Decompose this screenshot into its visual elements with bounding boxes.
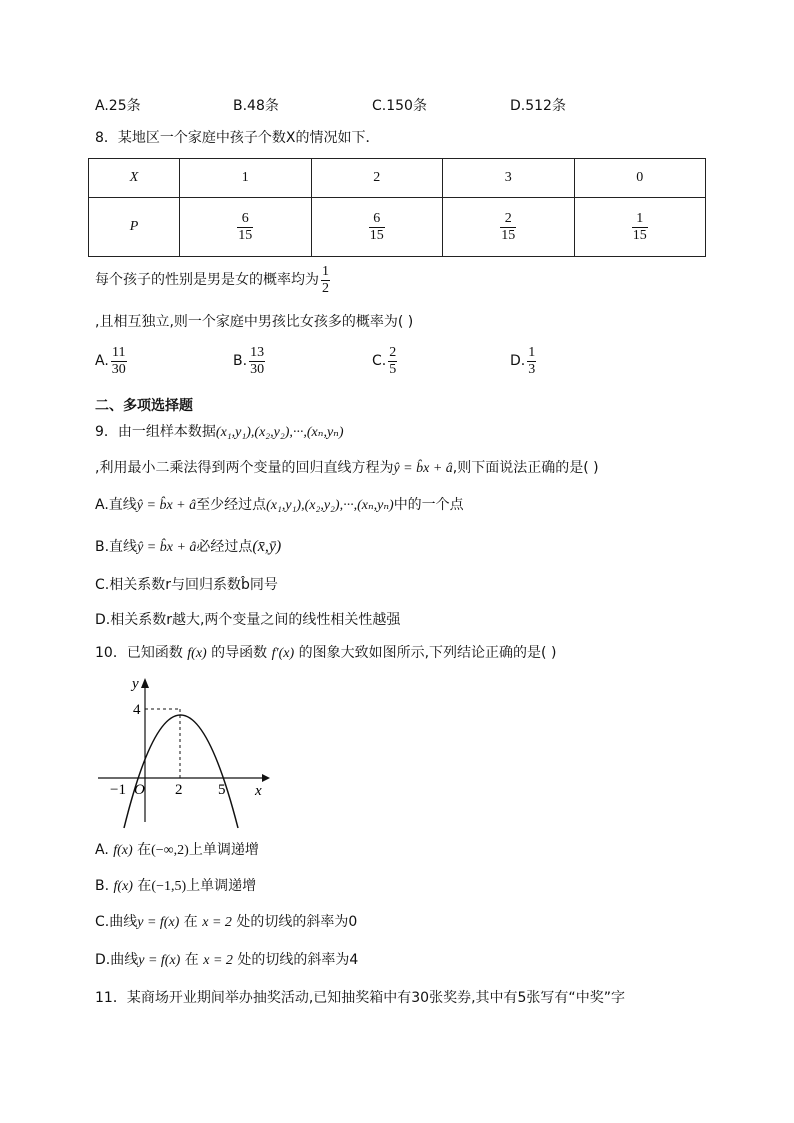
q9-line2 xyxy=(95,458,599,479)
derivative-graph xyxy=(90,672,290,832)
table-cell xyxy=(311,198,443,257)
q9-option-a xyxy=(95,495,464,516)
function-expr: f(x) xyxy=(187,646,207,661)
y-axis-label: y xyxy=(132,676,139,692)
x-axis-arrow xyxy=(262,774,270,782)
origin-label: O xyxy=(134,782,145,798)
numerator: 6 xyxy=(369,211,385,228)
table-cell: 2 xyxy=(311,159,443,198)
x-tick-label: 2 xyxy=(175,782,183,798)
q8-line2-text: 每个孩子的性别是男是女的概率均为 xyxy=(95,272,319,288)
q7-option-c: C.150条 xyxy=(372,98,427,114)
q9-option-b xyxy=(95,537,281,558)
numerator: 6 xyxy=(237,211,253,228)
option-text: 至少经过点 xyxy=(196,497,267,513)
q10-option-b xyxy=(95,876,256,897)
function-expr: f(x) xyxy=(113,879,133,894)
fraction xyxy=(111,345,127,378)
x-axis-label: x xyxy=(255,783,262,799)
option-label: C. xyxy=(372,353,387,369)
numerator: 2 xyxy=(389,344,397,360)
table-row xyxy=(89,198,706,257)
q9-line2-tail: ,则下面说法正确的是( ) xyxy=(452,460,599,476)
table-row xyxy=(89,159,706,198)
table-cell xyxy=(443,198,575,257)
fraction xyxy=(249,345,265,378)
denominator: 15 xyxy=(632,227,647,243)
x-tick-label: −1 xyxy=(110,782,126,798)
fraction xyxy=(527,345,536,378)
option-label: D. xyxy=(510,353,526,369)
numerator: 1 xyxy=(528,344,536,360)
q9-stem xyxy=(95,422,344,443)
q7-option-a: A.25条 xyxy=(95,98,141,114)
table-cell: 3 xyxy=(443,159,575,198)
q8-option-d xyxy=(510,342,538,380)
table-cell: X xyxy=(89,159,180,198)
q9-option-d: D.相关系数r越大,两个变量之间的线性相关性越强 xyxy=(95,612,401,628)
denominator: 30 xyxy=(111,361,126,377)
derivative-expr: f′(x) xyxy=(271,646,295,661)
option-text: B. xyxy=(95,878,110,894)
denominator: 3 xyxy=(528,361,536,377)
q8-option-a xyxy=(95,342,129,380)
fraction xyxy=(237,211,253,244)
function-expr: f(x) xyxy=(113,843,133,858)
fraction xyxy=(388,345,397,378)
section-heading: 二、多项选择题 xyxy=(95,398,193,414)
denominator: 30 xyxy=(250,361,265,377)
q9-line2-text: ,利用最小二乘法得到两个变量的回归直线方程为 xyxy=(95,460,394,476)
option-text: C.曲线 xyxy=(95,914,138,930)
y-axis-arrow xyxy=(141,678,149,688)
q10-option-a xyxy=(95,840,259,861)
option-text: 处的切线的斜率为4 xyxy=(237,952,359,968)
option-text: D.曲线 xyxy=(95,952,139,968)
sample-data: (x₁,y₁),(x₂,y₂),···,(xₙ,yₙ) xyxy=(215,425,344,440)
denominator: 15 xyxy=(501,227,516,243)
option-text: A. xyxy=(95,842,109,858)
numerator: 1 xyxy=(632,211,648,228)
q8-stem: 8．某地区一个家庭中孩子个数X的情况如下． xyxy=(95,130,380,146)
denominator: 5 xyxy=(389,361,397,377)
interval: (−∞,2) xyxy=(151,843,189,858)
denominator: 2 xyxy=(322,280,329,296)
option-label: B. xyxy=(233,353,248,369)
option-text: 上单调递增 xyxy=(186,878,257,894)
mean-point: (x̄,ȳ) xyxy=(252,538,282,555)
q11-stem: 11．某商场开业期间举办抽奖活动,已知抽奖箱中有30张奖券,其中有5张写有“中奖”字 xyxy=(95,990,625,1006)
point-expr: x = 2 xyxy=(202,915,232,930)
table-cell: P xyxy=(89,198,180,257)
q10-stem xyxy=(95,643,556,664)
q8-option-c xyxy=(372,342,399,380)
option-text: 上单调递增 xyxy=(188,842,259,858)
numerator: 2 xyxy=(500,211,516,228)
q7-option-b: B.48条 xyxy=(233,98,279,114)
curve-expr: y = f(x) xyxy=(137,915,180,930)
regression-equation: ŷ = b̂x + â xyxy=(393,461,453,476)
numerator: 1 xyxy=(322,263,329,279)
option-label: A. xyxy=(95,353,109,369)
derivative-curve xyxy=(124,715,238,828)
interval: (−1,5) xyxy=(151,879,187,894)
table-cell xyxy=(574,198,706,257)
q9-option-c: C.相关系数r与回归系数b̂同号 xyxy=(95,577,278,593)
option-text: 处的切线的斜率为0 xyxy=(236,914,358,930)
q8-option-b xyxy=(233,342,267,380)
point-expr: x = 2 xyxy=(203,953,233,968)
table-cell xyxy=(180,198,312,257)
regression-equation: ŷ = b̂x + â xyxy=(137,540,197,555)
numerator: 11 xyxy=(112,344,126,360)
q8-distribution-table xyxy=(88,158,706,257)
numerator: 13 xyxy=(250,344,265,360)
q8-line2 xyxy=(95,262,332,298)
denominator: 15 xyxy=(238,227,253,243)
q10-option-c xyxy=(95,912,357,933)
option-text: 在 xyxy=(137,878,152,894)
q10-stem-text: 的图象大致如图所示,下列结论正确的是( ) xyxy=(298,645,557,661)
option-text: B.直线 xyxy=(95,539,138,555)
y-tick-label: 4 xyxy=(133,702,141,718)
x-tick-label: 5 xyxy=(218,782,226,798)
q7-option-d: D.512条 xyxy=(510,98,566,114)
option-text: A.直线 xyxy=(95,497,137,513)
option-text: 必经过点 xyxy=(196,539,253,555)
curve-expr: y = f(x) xyxy=(138,953,181,968)
q10-stem-text: 10．已知函数 xyxy=(95,645,183,661)
fraction xyxy=(321,264,330,297)
sample-data: (x₁,y₁),(x₂,y₂),···,(xₙ,yₙ) xyxy=(266,498,394,513)
q9-stem-text: 9．由一组样本数据 xyxy=(95,424,216,440)
option-text: 在 xyxy=(184,952,199,968)
option-text: 在 xyxy=(183,914,198,930)
q8-line3: ,且相互独立,则一个家庭中男孩比女孩多的概率为( ) xyxy=(95,314,414,330)
denominator: 15 xyxy=(369,227,384,243)
fraction xyxy=(632,211,648,244)
option-text: 中的一个点 xyxy=(393,497,464,513)
fraction xyxy=(369,211,385,244)
q10-option-d xyxy=(95,950,358,971)
q10-stem-text: 的导函数 xyxy=(211,645,268,661)
table-cell: 1 xyxy=(180,159,312,198)
regression-equation: ŷ = b̂x + â xyxy=(136,498,197,513)
option-text: 在 xyxy=(137,842,152,858)
fraction xyxy=(500,211,516,244)
table-cell: 0 xyxy=(574,159,706,198)
